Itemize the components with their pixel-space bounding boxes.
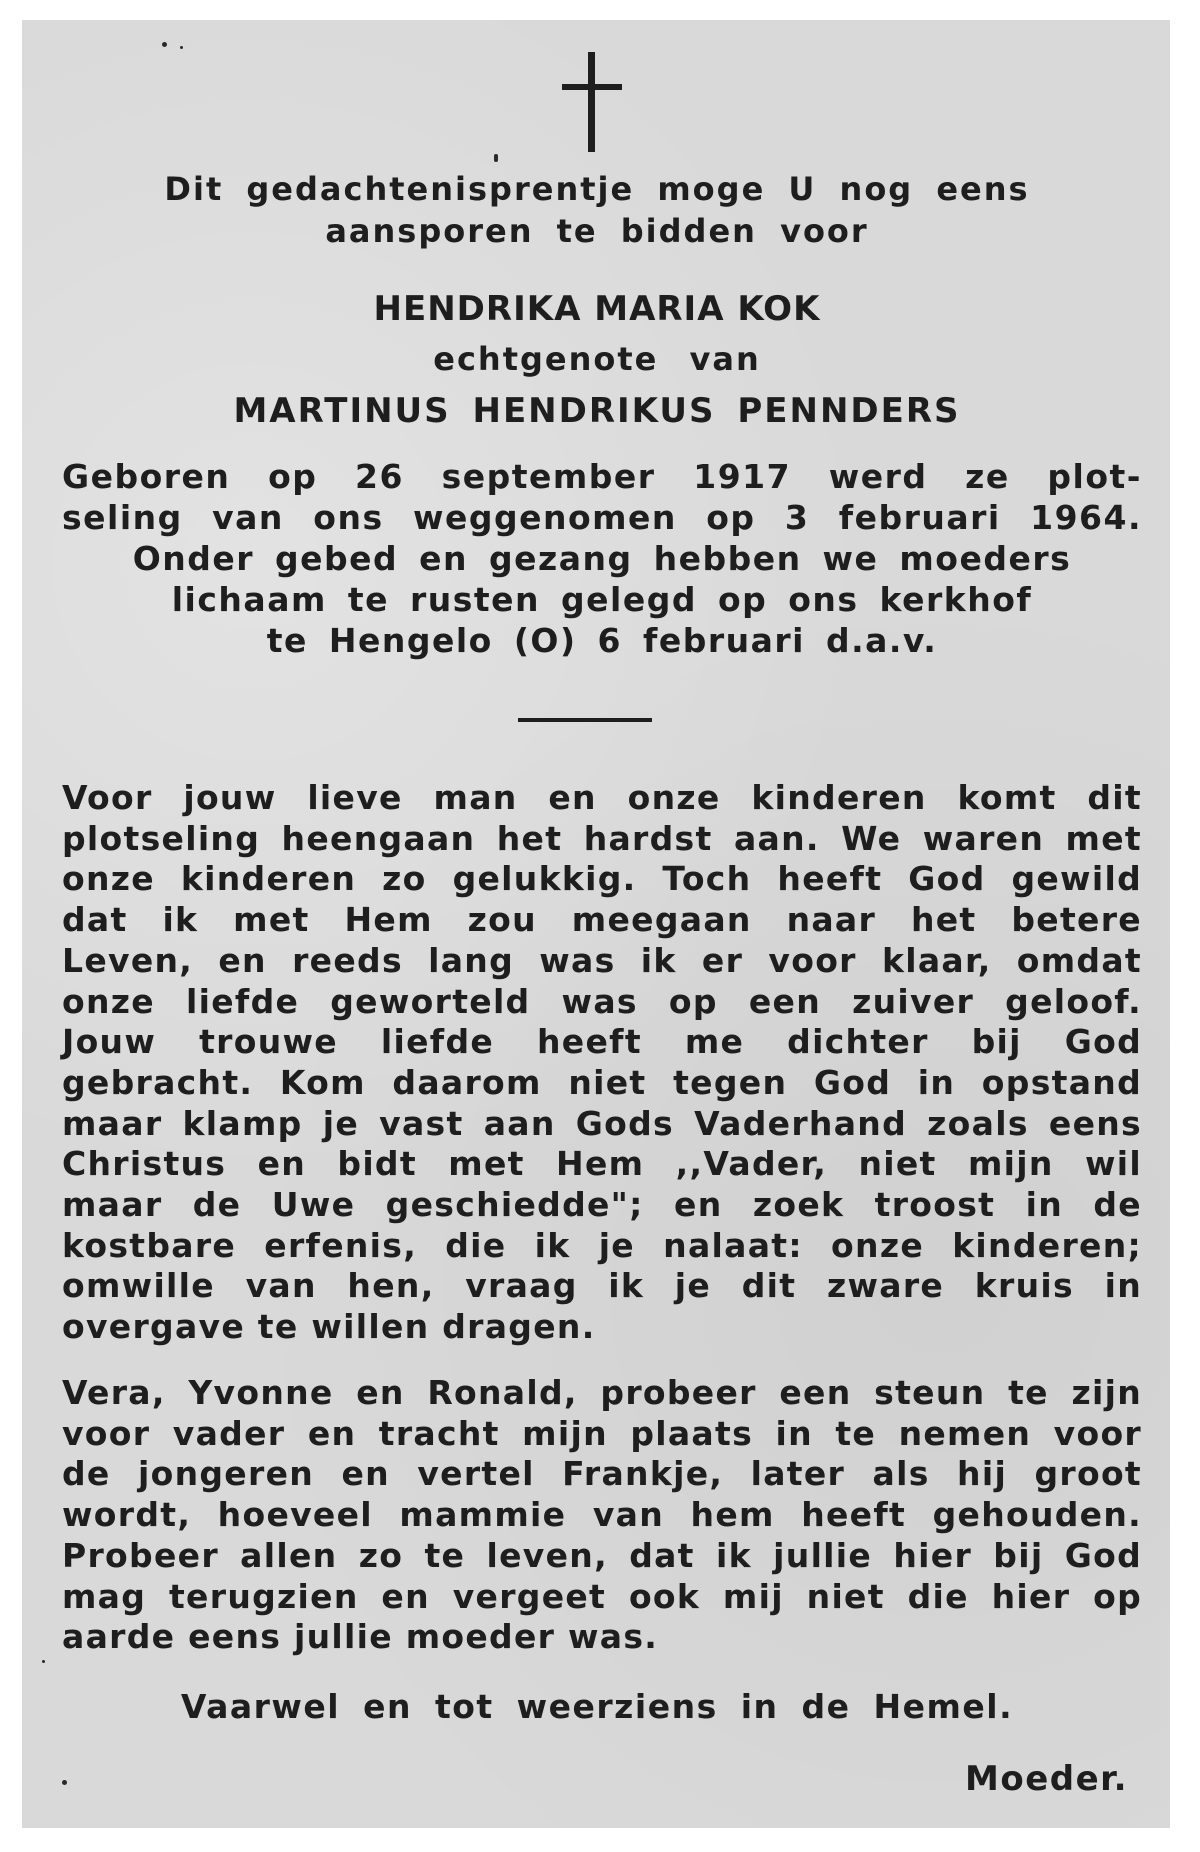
- paragraph-line: onze liefde geworteld was op een zuiver geloof.: [62, 981, 1142, 1021]
- paragraph-line: voor vader en tracht mijn plaats in te nemen voor: [62, 1413, 1142, 1453]
- paragraph-line: onze kinderen zo gelukkig. Toch heeft God gewild: [62, 859, 1142, 899]
- birth-line: Onder gebed en gezang hebben we moeders: [132, 539, 1072, 578]
- paragraph-line: maar klamp je vast aan Gods Vaderhand zoals eens: [62, 1103, 1142, 1143]
- paragraph-line: aarde eens jullie moeder was.: [62, 1617, 659, 1657]
- divider-line: [518, 718, 652, 722]
- signature: Moeder.: [965, 1759, 1128, 1799]
- birth-line: Geboren op 26 september 1917 werd ze plot-: [62, 457, 1142, 496]
- paragraph-line: Voor jouw lieve man en onze kinderen komt dit: [62, 778, 1142, 817]
- paragraph-line: maar de Uwe geschiedde"; en zoek troost in de: [62, 1185, 1142, 1225]
- paragraph-line: Probeer allen zo te leven, dat ik jullie hier bij God: [62, 1535, 1142, 1575]
- print-speck: [162, 42, 167, 47]
- paragraph-line: Vera, Yvonne en Ronald, probeer een steun te zijn: [62, 1373, 1142, 1412]
- paragraph-line: wordt, hoeveel mammie van hem heeft gehouden.: [62, 1495, 1142, 1535]
- birth-death-text: [62, 456, 1142, 661]
- intro-line: aansporen te bidden voor: [325, 212, 869, 250]
- paragraph-line: de jongeren en vertel Frankje, later als hij groot: [62, 1454, 1142, 1494]
- spouse-name: MARTINUS HENDRIKUS PENNDERS: [233, 391, 961, 431]
- paragraph-line: dat ik met Hem zou meegaan naar het betere: [62, 900, 1142, 940]
- paragraph-line: Jouw trouwe liefde heeft me dichter bij God: [62, 1022, 1142, 1062]
- message-paragraph-2: [62, 1373, 1142, 1658]
- farewell-text: Vaarwel en tot weerziens in de Hemel.: [180, 1687, 1014, 1726]
- deceased-name: HENDRIKA MARIA KOK: [373, 289, 821, 329]
- paragraph-line: plotseling heengaan het hardst aan. We waren met: [62, 818, 1142, 858]
- print-speck: [494, 154, 498, 162]
- paragraph-line: kostbare erfenis, die ik je nalaat: onze kinderen;: [62, 1225, 1142, 1265]
- paragraph-line: Christus en bidt met Hem ,,Vader, niet mijn wil: [62, 1144, 1142, 1184]
- birth-line: lichaam te rusten gelegd op ons kerkhof: [171, 580, 1033, 619]
- paragraph-line: overgave te willen dragen.: [62, 1307, 596, 1347]
- paragraph-line: omwille van hen, vraag ik je dit zware kruis in: [62, 1266, 1142, 1306]
- birth-line: te Hengelo (O) 6 februari d.a.v.: [266, 621, 938, 660]
- intro-line: Dit gedachtenisprentje moge U nog eens: [164, 170, 1030, 208]
- intro-text: [122, 168, 1072, 252]
- memorial-card: [22, 20, 1170, 1828]
- paragraph-line: Leven, en reeds lang was ik er voor klaar, omdat: [62, 940, 1142, 980]
- message-paragraph-1: [62, 778, 1142, 1348]
- birth-line: seling van ons weggenomen op 3 februari 1964.: [62, 498, 1142, 537]
- print-speck: [62, 1780, 67, 1785]
- spouse-label: echtgenote van: [433, 340, 761, 378]
- print-speck: [180, 46, 183, 49]
- cross-icon: [562, 52, 622, 152]
- paragraph-line: mag terugzien en vergeet ook mij niet die hier op: [62, 1576, 1142, 1616]
- print-speck: [42, 1660, 45, 1663]
- paragraph-line: gebracht. Kom daarom niet tegen God in opstand: [62, 1062, 1142, 1102]
